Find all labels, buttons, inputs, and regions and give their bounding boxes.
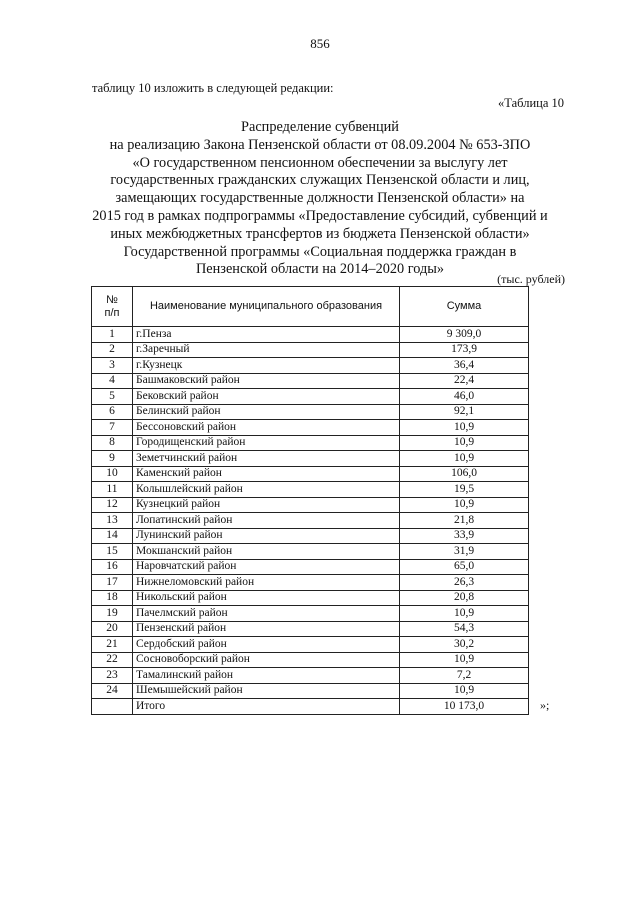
intro-text: таблицу 10 изложить в следующей редакции: [92, 81, 334, 95]
row-number: 14 [92, 528, 133, 544]
heading-line: на реализацию Закона Пензенской области от 08.09.2004 № 653-ЗПО [109, 136, 531, 153]
row-name: Сердобский район [133, 637, 400, 653]
header-number [92, 287, 133, 327]
table-row [92, 652, 529, 668]
table-row [92, 497, 529, 513]
row-sum: 10,9 [400, 652, 529, 668]
table-row [92, 435, 529, 451]
row-name: Бековский район [133, 389, 400, 405]
row-sum: 31,9 [400, 544, 529, 560]
table-row [92, 528, 529, 544]
row-name: Шемышейский район [133, 683, 400, 699]
row-number: 6 [92, 404, 133, 420]
row-number: 22 [92, 652, 133, 668]
row-name: Пензенский район [133, 621, 400, 637]
row-sum: 10,9 [400, 606, 529, 622]
row-number: 24 [92, 683, 133, 699]
row-sum: 22,4 [400, 373, 529, 389]
row-sum: 173,9 [400, 342, 529, 358]
heading-line: замещающих государственные должности Пензенской области» на [115, 190, 525, 207]
table-row [92, 683, 529, 699]
table-row [92, 482, 529, 498]
row-sum: 7,2 [400, 668, 529, 684]
row-number: 19 [92, 606, 133, 622]
row-name: Городищенский район [133, 435, 400, 451]
row-sum: 10,9 [400, 497, 529, 513]
row-name: Кузнецкий район [133, 497, 400, 513]
row-number: 9 [92, 451, 133, 467]
row-sum: 30,2 [400, 637, 529, 653]
row-name: Каменский район [133, 466, 400, 482]
row-name: г.Заречный [133, 342, 400, 358]
table-total-row [92, 699, 529, 715]
row-number: 7 [92, 420, 133, 436]
row-number: 13 [92, 513, 133, 529]
table-row [92, 420, 529, 436]
row-sum: 26,3 [400, 575, 529, 591]
row-number: 20 [92, 621, 133, 637]
row-sum: 10 173,0 [400, 699, 529, 715]
table-body [92, 327, 529, 715]
row-sum: 92,1 [400, 404, 529, 420]
table-tag: «Таблица 10 [498, 96, 564, 110]
row-sum: 21,8 [400, 513, 529, 529]
table-row [92, 466, 529, 482]
row-name: г.Кузнецк [133, 358, 400, 374]
row-name: Лопатинский район [133, 513, 400, 529]
row-name: Наровчатский район [133, 559, 400, 575]
row-name: Мокшанский район [133, 544, 400, 560]
row-sum: 54,3 [400, 621, 529, 637]
row-name: Итого [133, 699, 400, 715]
table-row [92, 373, 529, 389]
row-number [92, 699, 133, 715]
row-name: Пачелмский район [133, 606, 400, 622]
row-name: Белинский район [133, 404, 400, 420]
document-heading [60, 119, 580, 279]
table-header-row [92, 287, 529, 327]
row-sum: 10,9 [400, 451, 529, 467]
heading-line: «О государственном пенсионном обеспечении за выслугу лет [132, 154, 508, 171]
row-name: Никольский район [133, 590, 400, 606]
row-sum: 106,0 [400, 466, 529, 482]
table-row [92, 575, 529, 591]
header-sum: Сумма [400, 287, 529, 327]
heading-line: государственных гражданских служащих Пензенской области и лиц, [110, 172, 530, 189]
heading-line: Распределение субвенций [241, 119, 399, 135]
row-sum: 65,0 [400, 559, 529, 575]
row-name: Бессоновский район [133, 420, 400, 436]
table-row [92, 637, 529, 653]
row-number: 17 [92, 575, 133, 591]
row-number: 8 [92, 435, 133, 451]
header-number-symbol: № [106, 293, 118, 306]
row-sum: 10,9 [400, 683, 529, 699]
row-number: 12 [92, 497, 133, 513]
table-row [92, 404, 529, 420]
row-name: Тамалинский район [133, 668, 400, 684]
row-name: Колышлейский район [133, 482, 400, 498]
table-row [92, 358, 529, 374]
row-sum: 10,9 [400, 420, 529, 436]
table-row [92, 389, 529, 405]
closing-quote: »; [540, 698, 550, 712]
row-number: 3 [92, 358, 133, 374]
row-sum: 19,5 [400, 482, 529, 498]
row-number: 16 [92, 559, 133, 575]
table-row [92, 513, 529, 529]
row-number: 4 [92, 373, 133, 389]
row-sum: 10,9 [400, 435, 529, 451]
row-sum: 20,8 [400, 590, 529, 606]
table-row [92, 544, 529, 560]
heading-line: Государственной программы «Социальная поддержка граждан в [123, 243, 517, 260]
row-number: 15 [92, 544, 133, 560]
header-name: Наименование муниципального образования [133, 287, 400, 327]
row-name: Сосновоборский район [133, 652, 400, 668]
row-number: 1 [92, 327, 133, 343]
row-number: 5 [92, 389, 133, 405]
table-row [92, 606, 529, 622]
table-row [92, 621, 529, 637]
row-number: 18 [92, 590, 133, 606]
heading-line: 2015 год в рамках подпрограммы «Предоставление субсидий, субвенций и [92, 207, 548, 224]
row-name: Башмаковский район [133, 373, 400, 389]
row-number: 23 [92, 668, 133, 684]
page-number: 856 [310, 36, 330, 51]
heading-line: Пензенской области на 2014–2020 годы» [195, 261, 445, 278]
row-sum: 36,4 [400, 358, 529, 374]
row-number: 10 [92, 466, 133, 482]
row-number: 11 [92, 482, 133, 498]
row-name: г.Пенза [133, 327, 400, 343]
row-sum: 33,9 [400, 528, 529, 544]
table-row [92, 327, 529, 343]
table-row [92, 668, 529, 684]
heading-line: иных межбюджетных трансфертов из бюджета Пензенской области» [110, 225, 530, 242]
row-number: 21 [92, 637, 133, 653]
table-row [92, 590, 529, 606]
row-number: 2 [92, 342, 133, 358]
row-sum: 46,0 [400, 389, 529, 405]
row-name: Нижнеломовский район [133, 575, 400, 591]
units-label: (тыс. рублей) [497, 272, 565, 286]
distribution-table [91, 286, 529, 715]
table-row [92, 559, 529, 575]
table-row [92, 342, 529, 358]
row-name: Лунинский район [133, 528, 400, 544]
header-number-abbr: п/п [104, 306, 120, 319]
table-row [92, 451, 529, 467]
row-name: Земетчинский район [133, 451, 400, 467]
row-sum: 9 309,0 [400, 327, 529, 343]
